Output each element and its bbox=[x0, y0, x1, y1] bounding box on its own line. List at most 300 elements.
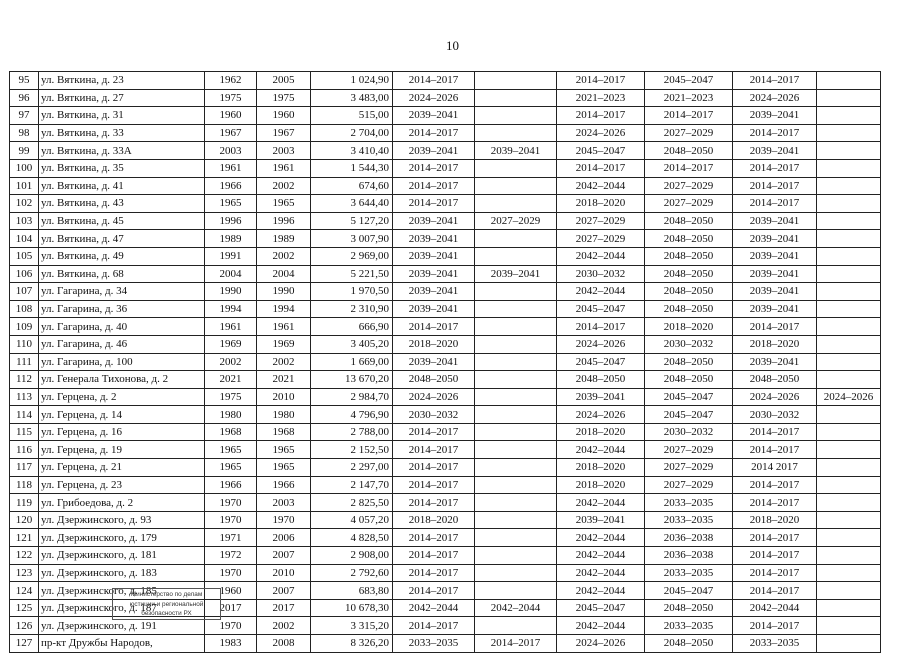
address-cell: ул. Дзержинского, д. 183 bbox=[39, 564, 205, 582]
renovation-year-cell: 2003 bbox=[257, 494, 311, 512]
renovation-year-cell: 1989 bbox=[257, 230, 311, 248]
period-2-cell bbox=[475, 529, 557, 547]
period-2-cell: 2039–2041 bbox=[475, 265, 557, 283]
renovation-year-cell: 2004 bbox=[257, 265, 311, 283]
area-cell: 4 796,90 bbox=[311, 406, 393, 424]
period-5-cell: 2014–2017 bbox=[733, 547, 817, 565]
address-cell: ул. Гагарина, д. 34 bbox=[39, 283, 205, 301]
build-year-cell: 1965 bbox=[205, 195, 257, 213]
address-cell: ул. Вяткина, д. 49 bbox=[39, 247, 205, 265]
period-1-cell: 2014–2017 bbox=[393, 423, 475, 441]
address-cell: ул. Вяткина, д. 45 bbox=[39, 212, 205, 230]
period-6-cell bbox=[817, 335, 881, 353]
build-year-cell: 2003 bbox=[205, 142, 257, 160]
period-5-cell: 2014–2017 bbox=[733, 195, 817, 213]
build-year-cell: 1980 bbox=[205, 406, 257, 424]
period-2-cell bbox=[475, 335, 557, 353]
table-row bbox=[10, 459, 881, 477]
area-cell: 4 057,20 bbox=[311, 511, 393, 529]
period-5-cell: 2014–2017 bbox=[733, 529, 817, 547]
period-1-cell: 2014–2017 bbox=[393, 459, 475, 477]
period-2-cell: 2027–2029 bbox=[475, 212, 557, 230]
period-1-cell: 2039–2041 bbox=[393, 142, 475, 160]
period-2-cell bbox=[475, 318, 557, 336]
period-2-cell bbox=[475, 195, 557, 213]
address-cell: ул. Герцена, д. 19 bbox=[39, 441, 205, 459]
period-1-cell: 2039–2041 bbox=[393, 353, 475, 371]
period-5-cell: 2014–2017 bbox=[733, 318, 817, 336]
period-4-cell: 2048–2050 bbox=[645, 300, 733, 318]
row-number-cell: 106 bbox=[10, 265, 39, 283]
row-number-cell: 99 bbox=[10, 142, 39, 160]
build-year-cell: 1989 bbox=[205, 230, 257, 248]
period-3-cell: 2024–2026 bbox=[557, 635, 645, 653]
row-number-cell: 111 bbox=[10, 353, 39, 371]
table-row bbox=[10, 265, 881, 283]
period-2-cell bbox=[475, 177, 557, 195]
period-1-cell: 2014–2017 bbox=[393, 124, 475, 142]
period-5-cell: 2014–2017 bbox=[733, 159, 817, 177]
period-5-cell: 2033–2035 bbox=[733, 635, 817, 653]
renovation-year-cell: 2007 bbox=[257, 547, 311, 565]
table-row bbox=[10, 212, 881, 230]
table-row bbox=[10, 529, 881, 547]
period-1-cell: 2039–2041 bbox=[393, 265, 475, 283]
period-4-cell: 2027–2029 bbox=[645, 459, 733, 477]
table-row bbox=[10, 89, 881, 107]
period-5-cell: 2024–2026 bbox=[733, 89, 817, 107]
period-3-cell: 2014–2017 bbox=[557, 159, 645, 177]
build-year-cell: 2004 bbox=[205, 265, 257, 283]
area-cell: 2 152,50 bbox=[311, 441, 393, 459]
period-2-cell bbox=[475, 371, 557, 389]
period-5-cell: 2048–2050 bbox=[733, 371, 817, 389]
period-3-cell: 2018–2020 bbox=[557, 423, 645, 441]
period-6-cell bbox=[817, 599, 881, 617]
row-number-cell: 122 bbox=[10, 547, 39, 565]
table-row bbox=[10, 564, 881, 582]
area-cell: 2 792,60 bbox=[311, 564, 393, 582]
period-5-cell: 2039–2041 bbox=[733, 142, 817, 160]
period-6-cell bbox=[817, 406, 881, 424]
row-number-cell: 109 bbox=[10, 318, 39, 336]
area-cell: 3 405,20 bbox=[311, 335, 393, 353]
address-cell: ул. Вяткина, д. 27 bbox=[39, 89, 205, 107]
period-4-cell: 2027–2029 bbox=[645, 177, 733, 195]
renovation-year-cell: 1975 bbox=[257, 89, 311, 107]
period-5-cell: 2014–2017 bbox=[733, 494, 817, 512]
table-row bbox=[10, 177, 881, 195]
table-row bbox=[10, 247, 881, 265]
area-cell: 2 704,00 bbox=[311, 124, 393, 142]
period-5-cell: 2039–2041 bbox=[733, 247, 817, 265]
period-2-cell bbox=[475, 406, 557, 424]
period-6-cell bbox=[817, 494, 881, 512]
period-3-cell: 2014–2017 bbox=[557, 318, 645, 336]
period-3-cell: 2042–2044 bbox=[557, 617, 645, 635]
period-1-cell: 2042–2044 bbox=[393, 599, 475, 617]
table-row bbox=[10, 335, 881, 353]
renovation-year-cell: 2002 bbox=[257, 617, 311, 635]
period-2-cell bbox=[475, 72, 557, 90]
build-year-cell: 2002 bbox=[205, 353, 257, 371]
period-2-cell bbox=[475, 124, 557, 142]
period-4-cell: 2048–2050 bbox=[645, 265, 733, 283]
table-row bbox=[10, 388, 881, 406]
renovation-year-cell: 1961 bbox=[257, 318, 311, 336]
area-cell: 666,90 bbox=[311, 318, 393, 336]
period-1-cell: 2014–2017 bbox=[393, 177, 475, 195]
period-3-cell: 2027–2029 bbox=[557, 230, 645, 248]
period-5-cell: 2014–2017 bbox=[733, 476, 817, 494]
period-3-cell: 2045–2047 bbox=[557, 599, 645, 617]
build-year-cell: 1966 bbox=[205, 476, 257, 494]
renovation-year-cell: 2003 bbox=[257, 142, 311, 160]
period-2-cell bbox=[475, 441, 557, 459]
period-6-cell bbox=[817, 371, 881, 389]
period-3-cell: 2048–2050 bbox=[557, 371, 645, 389]
renovation-year-cell: 2007 bbox=[257, 582, 311, 600]
address-cell: ул. Гагарина, д. 36 bbox=[39, 300, 205, 318]
period-6-cell bbox=[817, 476, 881, 494]
build-year-cell: 1975 bbox=[205, 89, 257, 107]
period-5-cell: 2042–2044 bbox=[733, 599, 817, 617]
row-number-cell: 115 bbox=[10, 423, 39, 441]
period-4-cell: 2036–2038 bbox=[645, 547, 733, 565]
period-5-cell: 2039–2041 bbox=[733, 212, 817, 230]
row-number-cell: 101 bbox=[10, 177, 39, 195]
period-5-cell: 2014–2017 bbox=[733, 177, 817, 195]
address-cell: ул. Герцена, д. 14 bbox=[39, 406, 205, 424]
renovation-year-cell: 1966 bbox=[257, 476, 311, 494]
area-cell: 2 984,70 bbox=[311, 388, 393, 406]
page-number: 10 bbox=[446, 38, 459, 53]
period-6-cell bbox=[817, 124, 881, 142]
period-3-cell: 2045–2047 bbox=[557, 353, 645, 371]
renovation-year-cell: 1996 bbox=[257, 212, 311, 230]
housing-schedule-table bbox=[9, 71, 881, 653]
period-2-cell bbox=[475, 564, 557, 582]
address-cell: ул. Вяткина, д. 35 bbox=[39, 159, 205, 177]
table-row bbox=[10, 230, 881, 248]
period-5-cell: 2014–2017 bbox=[733, 582, 817, 600]
period-1-cell: 2014–2017 bbox=[393, 441, 475, 459]
build-year-cell: 1960 bbox=[205, 107, 257, 125]
period-5-cell: 2014–2017 bbox=[733, 423, 817, 441]
row-number-cell: 119 bbox=[10, 494, 39, 512]
area-cell: 674,60 bbox=[311, 177, 393, 195]
address-cell: ул. Гагарина, д. 100 bbox=[39, 353, 205, 371]
period-1-cell: 2014–2017 bbox=[393, 547, 475, 565]
table-row bbox=[10, 318, 881, 336]
period-2-cell bbox=[475, 423, 557, 441]
stamp-line: безопасности РХ bbox=[141, 610, 192, 617]
period-4-cell: 2048–2050 bbox=[645, 635, 733, 653]
period-4-cell: 2014–2017 bbox=[645, 107, 733, 125]
period-4-cell: 2048–2050 bbox=[645, 142, 733, 160]
row-number-cell: 118 bbox=[10, 476, 39, 494]
area-cell: 3 644,40 bbox=[311, 195, 393, 213]
build-year-cell: 1970 bbox=[205, 564, 257, 582]
table-row bbox=[10, 371, 881, 389]
table-row bbox=[10, 423, 881, 441]
address-cell: ул. Вяткина, д. 23 bbox=[39, 72, 205, 90]
period-4-cell: 2021–2023 bbox=[645, 89, 733, 107]
period-4-cell: 2048–2050 bbox=[645, 212, 733, 230]
period-3-cell: 2042–2044 bbox=[557, 494, 645, 512]
period-4-cell: 2045–2047 bbox=[645, 72, 733, 90]
period-3-cell: 2014–2017 bbox=[557, 72, 645, 90]
row-number-cell: 116 bbox=[10, 441, 39, 459]
area-cell: 3 483,00 bbox=[311, 89, 393, 107]
period-2-cell bbox=[475, 230, 557, 248]
renovation-year-cell: 2010 bbox=[257, 388, 311, 406]
table-row bbox=[10, 124, 881, 142]
period-1-cell: 2039–2041 bbox=[393, 230, 475, 248]
period-4-cell: 2030–2032 bbox=[645, 335, 733, 353]
period-2-cell: 2014–2017 bbox=[475, 635, 557, 653]
period-6-cell bbox=[817, 300, 881, 318]
address-cell: ул. Вяткина, д. 31 bbox=[39, 107, 205, 125]
build-year-cell: 1975 bbox=[205, 388, 257, 406]
period-6-cell bbox=[817, 318, 881, 336]
renovation-year-cell: 1960 bbox=[257, 107, 311, 125]
renovation-year-cell: 2021 bbox=[257, 371, 311, 389]
build-year-cell: 1990 bbox=[205, 283, 257, 301]
area-cell: 1 544,30 bbox=[311, 159, 393, 177]
period-2-cell bbox=[475, 547, 557, 565]
period-6-cell bbox=[817, 529, 881, 547]
row-number-cell: 95 bbox=[10, 72, 39, 90]
renovation-year-cell: 1968 bbox=[257, 423, 311, 441]
table-row bbox=[10, 353, 881, 371]
period-5-cell: 2014 2017 bbox=[733, 459, 817, 477]
row-number-cell: 125 bbox=[10, 599, 39, 617]
row-number-cell: 98 bbox=[10, 124, 39, 142]
period-1-cell: 2033–2035 bbox=[393, 635, 475, 653]
area-cell: 2 969,00 bbox=[311, 247, 393, 265]
period-6-cell bbox=[817, 353, 881, 371]
period-3-cell: 2014–2017 bbox=[557, 107, 645, 125]
period-6-cell bbox=[817, 423, 881, 441]
period-5-cell: 2018–2020 bbox=[733, 511, 817, 529]
period-3-cell: 2021–2023 bbox=[557, 89, 645, 107]
period-4-cell: 2033–2035 bbox=[645, 617, 733, 635]
renovation-year-cell: 2010 bbox=[257, 564, 311, 582]
period-4-cell: 2027–2029 bbox=[645, 441, 733, 459]
period-3-cell: 2042–2044 bbox=[557, 283, 645, 301]
address-cell: ул. Вяткина, д. 43 bbox=[39, 195, 205, 213]
period-1-cell: 2014–2017 bbox=[393, 159, 475, 177]
period-2-cell bbox=[475, 476, 557, 494]
period-6-cell bbox=[817, 265, 881, 283]
row-number-cell: 110 bbox=[10, 335, 39, 353]
period-4-cell: 2027–2029 bbox=[645, 195, 733, 213]
period-5-cell: 2018–2020 bbox=[733, 335, 817, 353]
period-5-cell: 2039–2041 bbox=[733, 353, 817, 371]
period-1-cell: 2014–2017 bbox=[393, 318, 475, 336]
period-2-cell: 2039–2041 bbox=[475, 142, 557, 160]
table-row bbox=[10, 159, 881, 177]
period-6-cell bbox=[817, 159, 881, 177]
area-cell: 5 127,20 bbox=[311, 212, 393, 230]
build-year-cell: 1983 bbox=[205, 635, 257, 653]
period-1-cell: 2039–2041 bbox=[393, 247, 475, 265]
period-3-cell: 2027–2029 bbox=[557, 212, 645, 230]
period-6-cell bbox=[817, 89, 881, 107]
period-3-cell: 2042–2044 bbox=[557, 547, 645, 565]
period-5-cell: 2014–2017 bbox=[733, 72, 817, 90]
period-2-cell bbox=[475, 617, 557, 635]
build-year-cell: 1994 bbox=[205, 300, 257, 318]
table-row bbox=[10, 441, 881, 459]
table-row bbox=[10, 72, 881, 90]
period-6-cell bbox=[817, 582, 881, 600]
period-6-cell bbox=[817, 617, 881, 635]
row-number-cell: 117 bbox=[10, 459, 39, 477]
address-cell: ул. Грибоедова, д. 2 bbox=[39, 494, 205, 512]
period-1-cell: 2024–2026 bbox=[393, 388, 475, 406]
row-number-cell: 113 bbox=[10, 388, 39, 406]
table-row bbox=[10, 195, 881, 213]
address-cell: пр-кт Дружбы Народов, bbox=[39, 635, 205, 653]
address-cell: ул. Генерала Тихонова, д. 2 bbox=[39, 371, 205, 389]
period-6-cell: 2024–2026 bbox=[817, 388, 881, 406]
period-1-cell: 2024–2026 bbox=[393, 89, 475, 107]
address-cell: ул. Герцена, д. 21 bbox=[39, 459, 205, 477]
period-4-cell: 2048–2050 bbox=[645, 353, 733, 371]
period-6-cell bbox=[817, 177, 881, 195]
row-number-cell: 97 bbox=[10, 107, 39, 125]
area-cell: 5 221,50 bbox=[311, 265, 393, 283]
row-number-cell: 102 bbox=[10, 195, 39, 213]
ministry-stamp bbox=[112, 588, 221, 620]
period-5-cell: 2024–2026 bbox=[733, 388, 817, 406]
renovation-year-cell: 1965 bbox=[257, 441, 311, 459]
period-4-cell: 2045–2047 bbox=[645, 388, 733, 406]
period-4-cell: 2048–2050 bbox=[645, 283, 733, 301]
address-cell: ул. Дзержинского, д. 93 bbox=[39, 511, 205, 529]
period-3-cell: 2024–2026 bbox=[557, 335, 645, 353]
address-cell: ул. Герцена, д. 16 bbox=[39, 423, 205, 441]
period-4-cell: 2027–2029 bbox=[645, 476, 733, 494]
build-year-cell: 1966 bbox=[205, 177, 257, 195]
period-2-cell bbox=[475, 159, 557, 177]
build-year-cell: 1965 bbox=[205, 459, 257, 477]
period-6-cell bbox=[817, 230, 881, 248]
period-3-cell: 2039–2041 bbox=[557, 511, 645, 529]
area-cell: 2 908,00 bbox=[311, 547, 393, 565]
period-5-cell: 2014–2017 bbox=[733, 441, 817, 459]
renovation-year-cell: 1994 bbox=[257, 300, 311, 318]
build-year-cell: 2017 bbox=[205, 599, 257, 617]
period-1-cell: 2014–2017 bbox=[393, 582, 475, 600]
area-cell: 2 147,70 bbox=[311, 476, 393, 494]
address-cell: ул. Герцена, д. 2 bbox=[39, 388, 205, 406]
renovation-year-cell: 2002 bbox=[257, 247, 311, 265]
period-4-cell: 2030–2032 bbox=[645, 423, 733, 441]
address-cell: ул. Дзержинского, д. 191 bbox=[39, 617, 205, 635]
area-cell: 515,00 bbox=[311, 107, 393, 125]
table-row bbox=[10, 406, 881, 424]
row-number-cell: 120 bbox=[10, 511, 39, 529]
period-4-cell: 2048–2050 bbox=[645, 230, 733, 248]
address-cell: ул. Дзержинского, д. 185 bbox=[39, 582, 205, 600]
row-number-cell: 104 bbox=[10, 230, 39, 248]
renovation-year-cell: 1990 bbox=[257, 283, 311, 301]
renovation-year-cell: 2017 bbox=[257, 599, 311, 617]
period-3-cell: 2018–2020 bbox=[557, 195, 645, 213]
period-1-cell: 2014–2017 bbox=[393, 476, 475, 494]
period-6-cell bbox=[817, 142, 881, 160]
row-number-cell: 107 bbox=[10, 283, 39, 301]
period-1-cell: 2039–2041 bbox=[393, 107, 475, 125]
build-year-cell: 1961 bbox=[205, 159, 257, 177]
area-cell: 3 315,20 bbox=[311, 617, 393, 635]
period-5-cell: 2014–2017 bbox=[733, 564, 817, 582]
period-4-cell: 2033–2035 bbox=[645, 494, 733, 512]
table-row bbox=[10, 476, 881, 494]
period-1-cell: 2039–2041 bbox=[393, 300, 475, 318]
period-5-cell: 2014–2017 bbox=[733, 617, 817, 635]
renovation-year-cell: 2006 bbox=[257, 529, 311, 547]
period-3-cell: 2030–2032 bbox=[557, 265, 645, 283]
area-cell: 1 669,00 bbox=[311, 353, 393, 371]
area-cell: 10 678,30 bbox=[311, 599, 393, 617]
period-4-cell: 2014–2017 bbox=[645, 159, 733, 177]
period-2-cell bbox=[475, 300, 557, 318]
table-row bbox=[10, 494, 881, 512]
period-2-cell bbox=[475, 353, 557, 371]
period-2-cell bbox=[475, 511, 557, 529]
period-6-cell bbox=[817, 547, 881, 565]
period-1-cell: 2014–2017 bbox=[393, 72, 475, 90]
period-3-cell: 2018–2020 bbox=[557, 476, 645, 494]
area-cell: 13 670,20 bbox=[311, 371, 393, 389]
address-cell: ул. Вяткина, д. 47 bbox=[39, 230, 205, 248]
area-cell: 2 310,90 bbox=[311, 300, 393, 318]
row-number-cell: 126 bbox=[10, 617, 39, 635]
period-2-cell bbox=[475, 582, 557, 600]
row-number-cell: 108 bbox=[10, 300, 39, 318]
area-cell: 3 410,40 bbox=[311, 142, 393, 160]
build-year-cell: 1968 bbox=[205, 423, 257, 441]
period-2-cell bbox=[475, 283, 557, 301]
build-year-cell: 1970 bbox=[205, 494, 257, 512]
table-body bbox=[10, 72, 881, 653]
period-5-cell: 2039–2041 bbox=[733, 107, 817, 125]
period-4-cell: 2033–2035 bbox=[645, 564, 733, 582]
address-cell: ул. Дзержинского, д. 181 bbox=[39, 547, 205, 565]
address-cell: ул. Дзержинского, д. 187 bbox=[39, 599, 205, 617]
area-cell: 1 970,50 bbox=[311, 283, 393, 301]
period-4-cell: 2048–2050 bbox=[645, 247, 733, 265]
period-1-cell: 2014–2017 bbox=[393, 529, 475, 547]
period-3-cell: 2042–2044 bbox=[557, 564, 645, 582]
stamp-line: юстиции и региональной bbox=[129, 600, 204, 608]
period-1-cell: 2048–2050 bbox=[393, 371, 475, 389]
build-year-cell: 1991 bbox=[205, 247, 257, 265]
renovation-year-cell: 2008 bbox=[257, 635, 311, 653]
period-1-cell: 2030–2032 bbox=[393, 406, 475, 424]
period-4-cell: 2033–2035 bbox=[645, 511, 733, 529]
period-6-cell bbox=[817, 72, 881, 90]
period-5-cell: 2030–2032 bbox=[733, 406, 817, 424]
period-4-cell: 2045–2047 bbox=[645, 406, 733, 424]
address-cell: ул. Гагарина, д. 46 bbox=[39, 335, 205, 353]
address-cell: ул. Вяткина, д. 33 bbox=[39, 124, 205, 142]
address-cell: ул. Вяткина, д. 68 bbox=[39, 265, 205, 283]
